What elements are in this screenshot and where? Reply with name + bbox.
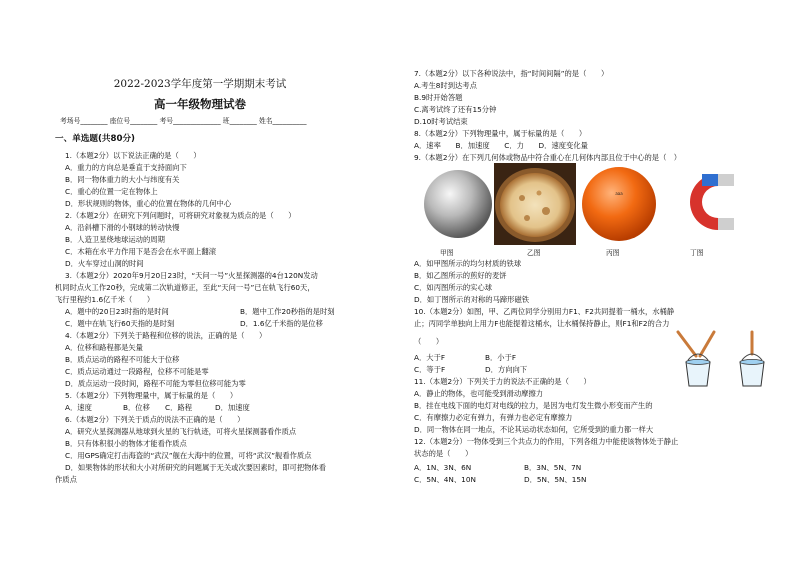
option-a: A．题中的20日23时指的是时间 (65, 307, 169, 316)
option-a: A．位移和路程都是矢量 (65, 343, 143, 352)
option-d: D．方向向下 (485, 365, 528, 374)
option-c: C．5N、4N、10N (414, 475, 476, 484)
question-stem: 1.（本题2分）以下说法正确的是（ ） (65, 151, 201, 160)
option-c: C．用GPS确定打击海盗的“武汉”舰在大海中的位置，可将“武汉”舰看作质点 (65, 451, 312, 460)
question-stem: 7.（本题2分）以下各种说法中，指“时间间隔”的是（ ） (414, 69, 609, 78)
option-b: B．小于F (485, 353, 517, 362)
option-b: B．如乙图所示的煎好的麦饼 (414, 271, 507, 280)
option-b: B．3N、5N、7N (524, 463, 582, 472)
option-a: A．1N、3N、6N (414, 463, 472, 472)
question-stem: 8.（本题2分）下列物理量中，属于标量的是（ ） (414, 129, 587, 138)
option-d-cont: 作质点 (55, 475, 77, 484)
bucket-diagram (670, 330, 782, 388)
option-a: A．沿斜槽下滑的小钢球的转动快慢 (65, 223, 180, 232)
option-b: B．人造卫星绕地球运动的周期 (65, 235, 165, 244)
option-d: D．加速度 (215, 403, 250, 412)
option-a: A.考生8时到达考点 (414, 81, 477, 90)
option-a: A．研究火星探测器从地球到火星的飞行轨迹，可将火星探测器看作质点 (65, 427, 297, 436)
question-stem: 10.（本题2分）如图，甲、乙两位同学分别用力F1、F2共同提着一桶水，水桶静 (414, 307, 675, 316)
exam-info-line: 考场号________ 座位号________ 考号______________ 班________ 姓名__________ (60, 117, 307, 125)
question-stem: 2.（本题2分）在研究下列问题时，可将研究对象视为质点的是（ ） (65, 211, 296, 220)
question-stem: 4.（本题2分）下列关于路程和位移的说法，正确的是（ ） (65, 331, 267, 340)
exam-title: 2022-2023学年度第一学期期末考试 (113, 78, 287, 90)
ball-brand-text: aaa (615, 191, 623, 196)
question-stem: 5.（本题2分）下列物理量中，属于标量的是（ ） (65, 391, 238, 400)
option-b: B．质点运动的路程不可能大于位移 (65, 355, 180, 364)
caption-bing: 丙图 (606, 249, 620, 257)
question-stem-cont: 飞行里程约1.6亿千米（ ） (55, 295, 155, 304)
question-stem-cont: 机同时点火工作20秒，完成第二次轨道修正，至此“天问一号”已在轨飞行60天， (55, 283, 315, 292)
question-stem-cont: 止；丙同学单独向上用力F也能提着这桶水，让水桶保持静止，则F1和F2的合力 (414, 319, 670, 328)
caption-yi: 乙图 (527, 249, 541, 257)
exam-subtitle: 高一年级物理试卷 (154, 97, 246, 111)
option-c: C.离考试终了还有15分钟 (414, 105, 497, 114)
option-b: B．挂在电线下面的电灯对电线的拉力，是因为电灯发生微小形变而产生的 (414, 401, 653, 410)
option-a: A．速度 (65, 403, 92, 412)
option-d: D．质点运动一段时间，路程不可能为零但位移可能为零 (65, 379, 246, 388)
option-a: A．重力的方向总是垂直于支持面向下 (65, 163, 187, 172)
question-stem: 9.（本题2分）在下列几何体或物品中符合重心在几何体内部且位于中心的是（ ） (414, 153, 681, 162)
option-c: C．路程 (165, 403, 192, 412)
option-b: B．题中工作20秒指的是时刻 (240, 307, 335, 316)
option-c: C．有摩擦力必定有弹力，有弹力也必定有摩擦力 (414, 413, 573, 422)
steel-ball-image (422, 165, 494, 243)
question-stem: 11.（本题2分）下列关于力的说法不正确的是（ ） (414, 377, 591, 386)
question-stem-cont: 状态的是（ ） (414, 449, 473, 458)
caption-ding: 丁图 (690, 249, 704, 257)
options-row: A．速率 B．加速度 C．力 D．速度变化量 (414, 141, 588, 150)
option-d: D．火车穿过山洞的时间 (65, 259, 144, 268)
section-heading: 一、单选题(共80分) (55, 134, 135, 144)
option-c: C．重心的位置一定在物体上 (65, 187, 158, 196)
option-a: A．大于F (414, 353, 446, 362)
question-stem-cont: （ ） (414, 337, 444, 346)
option-d: D．5N、5N、15N (524, 475, 587, 484)
option-b: B．只有体积很小的物体才能看作质点 (65, 439, 187, 448)
question-stem: 6.（本题2分）下列关于质点的说法不正确的是（ ） (65, 415, 245, 424)
option-d: D．同一物体在同一地点，不论其运动状态如何，它所受到的重力都一样大 (414, 425, 654, 434)
option-a: A．静止的物体，也可能受到滑动摩擦力 (414, 389, 544, 398)
pancake-image (494, 163, 576, 245)
option-b: B.9时开始答题 (414, 93, 463, 102)
option-c: C．木箱在水平力作用下是否会在水平面上翻滚 (65, 247, 217, 256)
option-d: D．形状规则的物体，重心的位置在物体的几何中心 (65, 199, 232, 208)
option-c: C．质点运动通过一段路程，位移不可能是零 (65, 367, 209, 376)
option-b: B．同一物体重力的大小与纬度有关 (65, 175, 180, 184)
solid-ball-image (580, 165, 658, 243)
option-d: D．1.6亿千米指的是位移 (240, 319, 323, 328)
question-stem: 3.（本题2分）2020年9月20日23时，“天问一号”火星探测器的4台120N发动 (65, 271, 318, 280)
option-d: D．如丁图所示的对称的马蹄形磁铁 (414, 295, 530, 304)
question-stem: 12.（本题2分）一物体受到三个共点力的作用，下列各组力中能使该物体处于静止 (414, 437, 679, 446)
option-d: D.10时考试结束 (414, 117, 468, 126)
option-a: A．如甲图所示的均匀材质的铁球 (414, 259, 522, 268)
option-b: B．位移 (123, 403, 150, 412)
option-d: D．如果物体的形状和大小对所研究的问题属于无关或次要因素时，即可把物体看 (65, 463, 327, 472)
option-c: C．如丙图所示的实心球 (414, 283, 493, 292)
horseshoe-magnet-image (662, 168, 738, 242)
caption-jia: 甲图 (440, 249, 454, 257)
option-c: C．等于F (414, 365, 446, 374)
option-c: C．题中在轨飞行60天指的是时刻 (65, 319, 175, 328)
